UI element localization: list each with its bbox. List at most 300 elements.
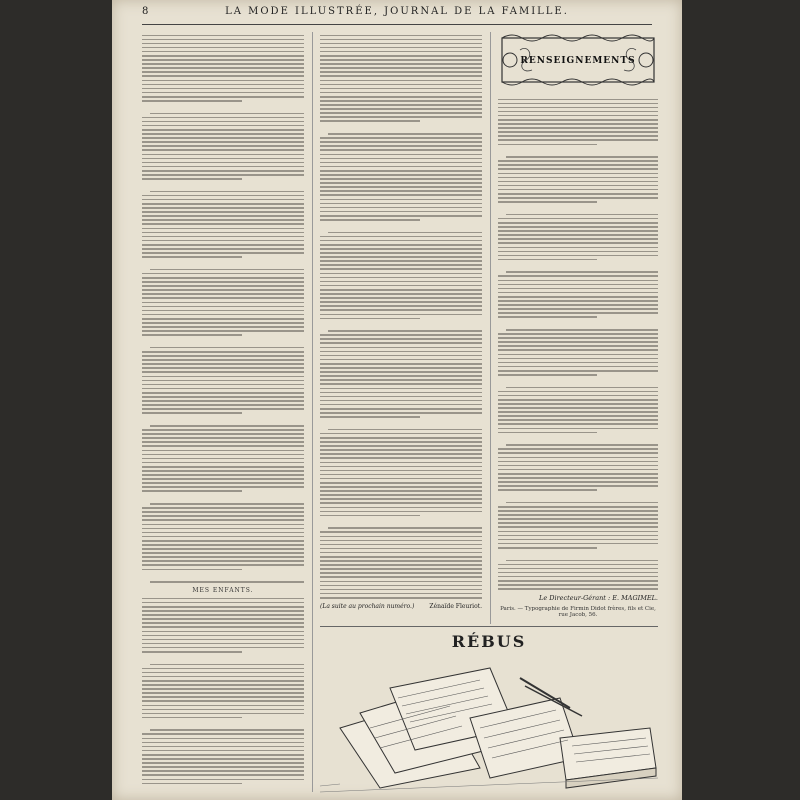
text-line xyxy=(142,223,304,225)
text-line xyxy=(498,275,658,277)
text-line xyxy=(498,354,658,356)
text-line xyxy=(498,131,658,133)
text-line xyxy=(142,75,304,77)
text-line xyxy=(142,302,304,304)
text-line xyxy=(150,503,304,505)
text-line xyxy=(142,647,304,649)
text-line xyxy=(498,234,658,236)
text-line xyxy=(142,713,304,715)
text-line xyxy=(142,754,304,756)
paragraph-gap xyxy=(142,655,304,661)
text-line xyxy=(142,154,304,156)
text-line xyxy=(142,277,304,279)
text-line xyxy=(498,185,658,187)
text-line xyxy=(142,622,304,624)
text-line xyxy=(142,511,304,513)
text-line xyxy=(320,564,482,566)
text-line xyxy=(498,543,658,545)
text-line xyxy=(498,469,658,471)
text-line xyxy=(498,428,658,430)
text-line xyxy=(142,133,304,135)
text-line xyxy=(498,230,658,232)
text-line xyxy=(142,170,304,172)
text-line xyxy=(142,297,304,299)
text-line xyxy=(320,544,482,546)
text-line xyxy=(320,268,482,270)
text-line xyxy=(320,174,482,176)
text-line xyxy=(498,489,597,491)
text-line xyxy=(320,375,482,377)
paragraph-gap xyxy=(320,223,482,229)
text-line xyxy=(320,507,482,509)
rebus-top-rule xyxy=(320,626,658,627)
text-line xyxy=(320,154,482,156)
text-line xyxy=(150,347,304,349)
text-line xyxy=(498,296,658,298)
text-line xyxy=(142,779,304,781)
text-line xyxy=(498,333,658,335)
text-line xyxy=(320,416,420,418)
text-line xyxy=(142,43,304,45)
text-line xyxy=(320,71,482,73)
text-line xyxy=(498,304,658,306)
text-line xyxy=(320,466,482,468)
paragraph-gap xyxy=(498,378,658,384)
text-line xyxy=(320,92,482,94)
text-line xyxy=(142,631,304,633)
text-line xyxy=(498,399,658,401)
journal-title: LA MODE ILLUSTRÉE, JOURNAL DE LA FAMILLE. xyxy=(225,6,569,17)
text-line xyxy=(320,248,482,250)
text-line xyxy=(320,43,482,45)
text-line xyxy=(142,281,304,283)
text-line xyxy=(498,366,658,368)
text-line xyxy=(150,269,304,271)
text-line xyxy=(142,359,304,361)
text-line xyxy=(320,355,482,357)
text-line xyxy=(142,211,304,213)
text-line xyxy=(142,84,304,86)
text-line xyxy=(142,709,304,711)
text-line xyxy=(498,432,597,434)
body-text-block xyxy=(320,35,482,599)
text-line xyxy=(506,156,658,158)
text-line xyxy=(498,477,658,479)
text-line xyxy=(320,490,482,492)
text-line xyxy=(498,415,658,417)
text-line xyxy=(142,67,304,69)
paragraph-gap xyxy=(142,416,304,422)
text-line xyxy=(320,445,482,447)
text-line xyxy=(498,457,658,459)
text-line xyxy=(142,310,304,312)
text-line xyxy=(142,528,304,530)
text-line xyxy=(320,404,482,406)
text-line xyxy=(142,450,304,452)
text-line xyxy=(142,244,304,246)
paragraph-gap xyxy=(142,787,304,792)
text-line xyxy=(142,380,304,382)
text-line xyxy=(320,449,482,451)
text-line xyxy=(142,614,304,616)
text-line xyxy=(142,137,304,139)
text-line xyxy=(142,100,242,102)
text-line xyxy=(142,240,304,242)
text-line xyxy=(320,273,482,275)
text-line xyxy=(320,556,482,558)
text-line xyxy=(150,664,304,666)
paragraph-gap xyxy=(142,573,304,579)
paragraph-gap xyxy=(142,495,304,501)
text-line xyxy=(142,717,242,719)
text-line xyxy=(320,478,482,480)
text-line xyxy=(320,116,482,118)
text-line xyxy=(142,306,304,308)
text-line xyxy=(320,137,482,139)
text-line xyxy=(328,133,482,135)
text-line xyxy=(142,556,304,558)
text-line xyxy=(498,370,658,372)
text-line xyxy=(142,376,304,378)
text-line xyxy=(498,181,658,183)
text-line xyxy=(150,729,304,731)
text-line xyxy=(142,746,304,748)
text-line xyxy=(498,226,658,228)
paragraph-gap xyxy=(498,148,658,154)
text-line xyxy=(498,242,658,244)
text-line xyxy=(142,606,304,608)
text-column-3 xyxy=(498,32,658,624)
text-line xyxy=(320,536,482,538)
text-line xyxy=(320,55,482,57)
page-number: 8 xyxy=(142,6,149,17)
text-line xyxy=(320,219,420,221)
text-line xyxy=(320,383,482,385)
text-line xyxy=(142,207,304,209)
text-line xyxy=(142,639,304,641)
text-line xyxy=(142,400,304,402)
text-line xyxy=(320,581,482,583)
text-line xyxy=(320,104,482,106)
text-line xyxy=(142,688,304,690)
text-line xyxy=(142,388,304,390)
text-line xyxy=(498,189,658,191)
text-line xyxy=(498,522,658,524)
paragraph-gap xyxy=(498,551,658,557)
text-line xyxy=(498,588,658,590)
text-line xyxy=(150,191,304,193)
text-line xyxy=(320,194,482,196)
text-line xyxy=(142,35,304,37)
text-line xyxy=(498,123,658,125)
text-line xyxy=(142,96,304,98)
text-line xyxy=(150,425,304,427)
text-line xyxy=(328,429,482,431)
rebus-illustration xyxy=(320,658,658,794)
paragraph-gap xyxy=(320,519,482,525)
text-line xyxy=(142,618,304,620)
text-line xyxy=(142,536,304,538)
text-line xyxy=(320,240,482,242)
text-line xyxy=(142,141,304,143)
text-line xyxy=(498,473,658,475)
text-line xyxy=(498,510,658,512)
text-line xyxy=(320,552,482,554)
text-line xyxy=(498,580,658,582)
text-line xyxy=(498,539,658,541)
text-line xyxy=(142,178,242,180)
text-line xyxy=(498,288,658,290)
text-line xyxy=(320,572,482,574)
text-line xyxy=(142,598,304,600)
text-line xyxy=(142,482,304,484)
text-line xyxy=(142,766,304,768)
text-line xyxy=(498,312,658,314)
text-line xyxy=(142,676,304,678)
text-line xyxy=(320,379,482,381)
text-line xyxy=(498,218,658,220)
text-line xyxy=(142,429,304,431)
text-line xyxy=(498,280,658,282)
text-line xyxy=(320,453,482,455)
text-line xyxy=(498,255,658,257)
text-line xyxy=(142,684,304,686)
text-line xyxy=(320,178,482,180)
text-line xyxy=(142,384,304,386)
text-line xyxy=(320,236,482,238)
text-line xyxy=(320,396,482,398)
text-line xyxy=(142,158,304,160)
text-column-2 xyxy=(320,32,482,624)
text-line xyxy=(498,99,658,101)
text-line xyxy=(142,462,304,464)
text-line xyxy=(320,244,482,246)
text-line xyxy=(142,602,304,604)
text-line xyxy=(142,351,304,353)
text-line xyxy=(142,392,304,394)
text-line xyxy=(142,256,242,258)
text-line xyxy=(320,589,482,591)
text-column-1 xyxy=(142,32,304,792)
text-line xyxy=(320,576,482,578)
text-line xyxy=(320,186,482,188)
paragraph-gap xyxy=(320,322,482,328)
text-line xyxy=(142,195,304,197)
column-divider xyxy=(312,32,313,792)
body-text-block xyxy=(142,35,304,583)
text-line xyxy=(320,51,482,53)
paragraph-gap xyxy=(498,205,658,211)
text-line xyxy=(320,371,482,373)
text-line xyxy=(142,651,242,653)
text-line xyxy=(142,232,304,234)
text-line xyxy=(506,271,658,273)
text-line xyxy=(320,367,482,369)
text-line xyxy=(142,770,304,772)
text-line xyxy=(320,540,482,542)
text-line xyxy=(498,284,658,286)
text-line xyxy=(320,515,420,517)
text-line xyxy=(142,63,304,65)
text-line xyxy=(142,252,304,254)
text-line xyxy=(498,251,658,253)
column-divider xyxy=(490,32,491,624)
text-line xyxy=(142,228,304,230)
text-line xyxy=(142,564,304,566)
text-line xyxy=(320,437,482,439)
text-line xyxy=(498,374,597,376)
text-line xyxy=(142,396,304,398)
text-line xyxy=(320,338,482,340)
paragraph-gap xyxy=(142,260,304,266)
text-line xyxy=(498,160,658,162)
text-line xyxy=(142,88,304,90)
text-line xyxy=(142,121,304,123)
text-line xyxy=(142,125,304,127)
text-line xyxy=(142,408,304,410)
text-line xyxy=(320,120,420,122)
paragraph-gap xyxy=(142,721,304,727)
text-line xyxy=(142,59,304,61)
text-line xyxy=(320,441,482,443)
text-line xyxy=(320,75,482,77)
text-line xyxy=(142,470,304,472)
text-line xyxy=(320,190,482,192)
text-line xyxy=(142,71,304,73)
text-line xyxy=(320,203,482,205)
text-line xyxy=(142,162,304,164)
text-line xyxy=(506,444,658,446)
text-line xyxy=(320,342,482,344)
text-line xyxy=(498,177,658,179)
text-line xyxy=(142,758,304,760)
text-line xyxy=(320,498,482,500)
text-line xyxy=(498,292,658,294)
text-line xyxy=(320,548,482,550)
author-signature: Zénaïde Fleuriot. xyxy=(429,603,482,610)
text-line xyxy=(320,59,482,61)
text-line xyxy=(498,461,658,463)
text-line xyxy=(498,164,658,166)
text-line xyxy=(142,166,304,168)
text-line xyxy=(142,733,304,735)
text-line xyxy=(320,305,482,307)
text-line xyxy=(320,84,482,86)
text-line xyxy=(320,264,482,266)
text-line xyxy=(320,96,482,98)
text-line xyxy=(320,470,482,472)
text-line xyxy=(498,584,658,586)
text-line xyxy=(498,259,597,261)
text-line xyxy=(142,149,304,151)
text-line xyxy=(320,289,482,291)
text-line xyxy=(320,593,482,595)
text-line xyxy=(320,207,482,209)
text-line xyxy=(498,238,658,240)
text-line xyxy=(498,247,658,249)
text-line xyxy=(498,403,658,405)
text-line xyxy=(320,334,482,336)
text-line xyxy=(142,643,304,645)
text-line xyxy=(498,518,658,520)
text-line xyxy=(142,248,304,250)
text-line xyxy=(498,168,658,170)
text-line xyxy=(498,395,658,397)
text-line xyxy=(320,162,482,164)
text-line xyxy=(328,330,482,332)
text-line xyxy=(142,441,304,443)
text-line xyxy=(498,362,658,364)
text-line xyxy=(142,39,304,41)
text-line xyxy=(142,544,304,546)
text-line xyxy=(142,445,304,447)
renseignements-text xyxy=(498,99,658,590)
text-line xyxy=(498,201,597,203)
text-line xyxy=(142,696,304,698)
rebus-title: RÉBUS xyxy=(451,632,527,651)
text-line xyxy=(320,141,482,143)
text-line xyxy=(320,351,482,353)
text-line xyxy=(142,55,304,57)
text-line xyxy=(498,452,658,454)
text-line xyxy=(498,535,658,537)
text-line xyxy=(142,117,304,119)
renseignements-title: RENSEIGNEMENTS xyxy=(520,56,636,66)
text-line xyxy=(498,345,658,347)
text-line xyxy=(142,548,304,550)
paragraph-gap xyxy=(142,182,304,188)
text-line xyxy=(498,547,597,549)
text-line xyxy=(142,318,304,320)
text-line xyxy=(142,334,242,336)
text-line xyxy=(506,502,658,504)
text-line xyxy=(320,297,482,299)
text-line xyxy=(320,388,482,390)
text-line xyxy=(320,494,482,496)
paragraph-gap xyxy=(142,104,304,110)
text-line xyxy=(320,309,482,311)
text-line xyxy=(142,215,304,217)
text-line xyxy=(320,293,482,295)
paragraph-gap xyxy=(320,125,482,131)
text-line xyxy=(498,465,658,467)
text-line xyxy=(142,474,304,476)
text-line xyxy=(142,51,304,53)
text-line xyxy=(320,392,482,394)
text-line xyxy=(498,127,658,129)
text-line xyxy=(142,273,304,275)
text-line xyxy=(320,199,482,201)
text-line xyxy=(320,560,482,562)
text-line xyxy=(142,552,304,554)
newspaper-page xyxy=(112,0,682,800)
text-line xyxy=(320,457,482,459)
text-line xyxy=(142,92,304,94)
text-line xyxy=(320,511,482,513)
text-line xyxy=(142,437,304,439)
text-line xyxy=(142,519,304,521)
text-line xyxy=(498,144,597,146)
text-line xyxy=(498,514,658,516)
text-line xyxy=(498,135,658,137)
text-line xyxy=(320,412,482,414)
text-line xyxy=(498,337,658,339)
text-line xyxy=(498,316,597,318)
text-line xyxy=(320,158,482,160)
text-line xyxy=(320,170,482,172)
text-line xyxy=(142,635,304,637)
text-line xyxy=(142,774,304,776)
